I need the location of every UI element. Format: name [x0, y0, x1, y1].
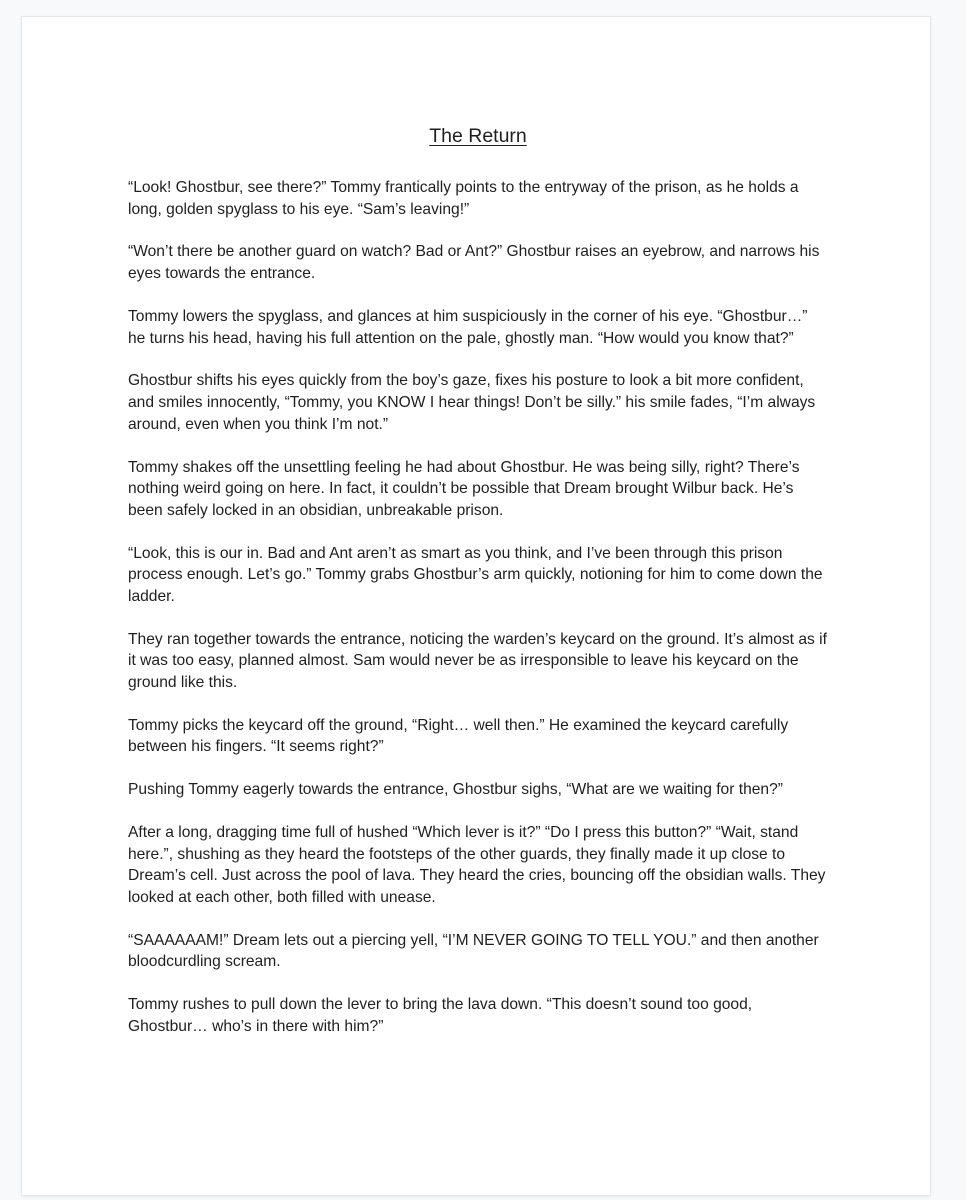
- paragraph: Tommy rushes to pull down the lever to bring the lava down. “This doesn’t sound too good, Ghostbur… who’s in there with him?”: [128, 996, 753, 1035]
- paragraph: “Look, this is our in. Bad and Ant aren’t as smart as you think, and I’ve been through this prison process enough. Let’s go.” Tommy grabs Ghostbur’s arm quickly, notioning for him to come down the ladder.: [128, 544, 823, 605]
- paragraph: “SAAAAAAM!” Dream lets out a piercing yell, “I’M NEVER GOING TO TELL YOU.” and then another bloodcurdling scream.: [128, 931, 819, 971]
- paragraph: Ghostbur shifts his eyes quickly from the boy’s gaze, fixes his posture to look a bit more confident, and smiles innocently, “Tommy, you KNOW I hear things! Don’t be silly.” his smile fades, “I’m always around, even when you think I’m not.”: [128, 372, 816, 433]
- paragraph: Tommy lowers the spyglass, and glances at him suspiciously in the corner of his eye. “Ghostbur…” he turns his head, having his full attention on the pale, ghostly man. “How would you know that?”: [128, 307, 808, 347]
- paragraph: After a long, dragging time full of hushed “Which lever is it?” “Do I press this button?” “Wait, stand here.”, shushing as they heard the footsteps of the other guards, they finally made it up close to Dream’s cell. Just across the pool of lava. They heard the cries, bouncing off the obsidian walls. They looked at each other, both filled with unease.: [128, 824, 826, 906]
- document-title: The Return: [429, 125, 527, 147]
- document-body[interactable]: [128, 123, 828, 1059]
- document-page: [22, 17, 930, 1195]
- paragraph: “Won’t there be another guard on watch? Bad or Ant?” Ghostbur raises an eyebrow, and narrows his eyes towards the entrance.: [128, 243, 820, 283]
- paragraph: Pushing Tommy eagerly towards the entrance, Ghostbur sighs, “What are we waiting for then?”: [128, 781, 783, 799]
- paragraph: Tommy picks the keycard off the ground, “Right… well then.” He examined the keycard carefully between his fingers. “It seems right?”: [128, 716, 789, 756]
- paragraph: They ran together towards the entrance, noticing the warden’s keycard on the ground. It’s almost as if it was too easy, planned almost. Sam would never be as irresponsible to leave his keycard on the ground like this.: [128, 630, 827, 691]
- paragraph: “Look! Ghostbur, see there?” Tommy frantically points to the entryway of the prison, as he holds a long, golden spyglass to his eye. “Sam’s leaving!”: [128, 179, 799, 218]
- paragraph: Tommy shakes off the unsettling feeling he had about Ghostbur. He was being silly, right? There’s nothing weird going on here. In fact, it couldn’t be possible that Dream brought Wilbur back. He’s been safely locked in an obsidian, unbreakable prison.: [128, 458, 800, 519]
